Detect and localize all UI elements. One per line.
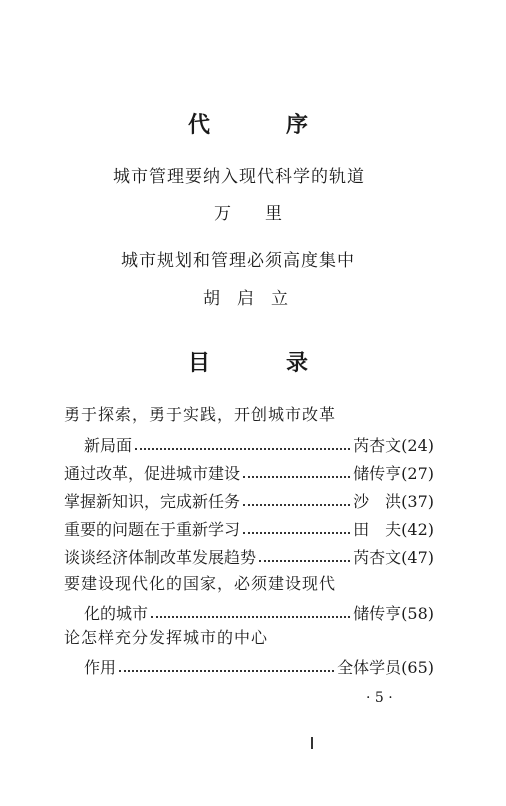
toc-entry-author: 沙 洪 [353, 492, 402, 511]
toc-entry-author: 储传亨 [353, 464, 402, 483]
toc-entry-title: 作用 [84, 658, 117, 677]
toc-entry-title: 化的城市 [84, 604, 149, 623]
leader-dots [135, 448, 350, 450]
toc-entry-title: 重要的问题在于重新学习 [64, 520, 241, 539]
toc-entry-page: (27) [401, 464, 434, 483]
toc-entry-page: (24) [401, 436, 434, 455]
preface-heading-left: 代 [188, 112, 211, 138]
toc-entry-7 [84, 654, 434, 676]
toc-entry-page: (58) [401, 604, 434, 623]
toc-entry-author: 芮杏文 [353, 548, 402, 567]
toc-entry-1-line1: 勇于探索，勇于实践，开创城市改革 [64, 405, 337, 424]
preface-article1-title: 城市管理要纳入现代科学的轨道 [113, 167, 365, 187]
contents-heading-right: 录 [286, 350, 309, 376]
leader-dots [259, 560, 350, 562]
toc-entry-author: 全体学员 [337, 658, 402, 677]
toc-entry-3 [64, 488, 434, 510]
toc-entry-author: 储传亨 [353, 604, 402, 623]
toc-entry-2 [64, 460, 434, 482]
toc-entry-title: 掌握新知识，完成新任务 [64, 492, 241, 511]
preface-article2-author: 胡 启 立 [203, 289, 288, 309]
leader-dots [243, 504, 350, 506]
contents-heading-left: 目 [188, 350, 211, 376]
toc-entry-author: 芮杏文 [353, 436, 402, 455]
toc-entry-6 [84, 600, 434, 622]
toc-entry-page: (65) [401, 658, 434, 677]
scan-mark [311, 737, 313, 749]
toc-entry-page: (42) [401, 520, 434, 539]
toc-entry-title: 新局面 [84, 436, 133, 455]
leader-dots [243, 532, 350, 534]
preface-article1-author: 万 里 [214, 204, 282, 224]
toc-entry-page: (47) [401, 548, 434, 567]
toc-entry-5 [64, 544, 434, 566]
page-number: · 5 · [366, 690, 393, 706]
toc-entry-7-line1: 论怎样充分发挥城市的中心 [64, 628, 269, 647]
toc-entry-title: 通过改革，促进城市建设 [64, 464, 241, 483]
toc-entry-title: 谈谈经济体制改革发展趋势 [64, 548, 257, 567]
preface-heading-right: 序 [286, 112, 309, 138]
leader-dots [151, 616, 350, 618]
toc-entry-6-line1: 要建设现代化的国家，必须建设现代 [64, 574, 337, 593]
leader-dots [243, 476, 350, 478]
toc-entry-author: 田 夫 [353, 520, 402, 539]
leader-dots [119, 670, 334, 672]
toc-entry-1 [84, 432, 434, 454]
toc-entry-page: (37) [401, 492, 434, 511]
preface-article2-title: 城市规划和管理必须高度集中 [121, 251, 355, 271]
toc-entry-4 [64, 516, 434, 538]
